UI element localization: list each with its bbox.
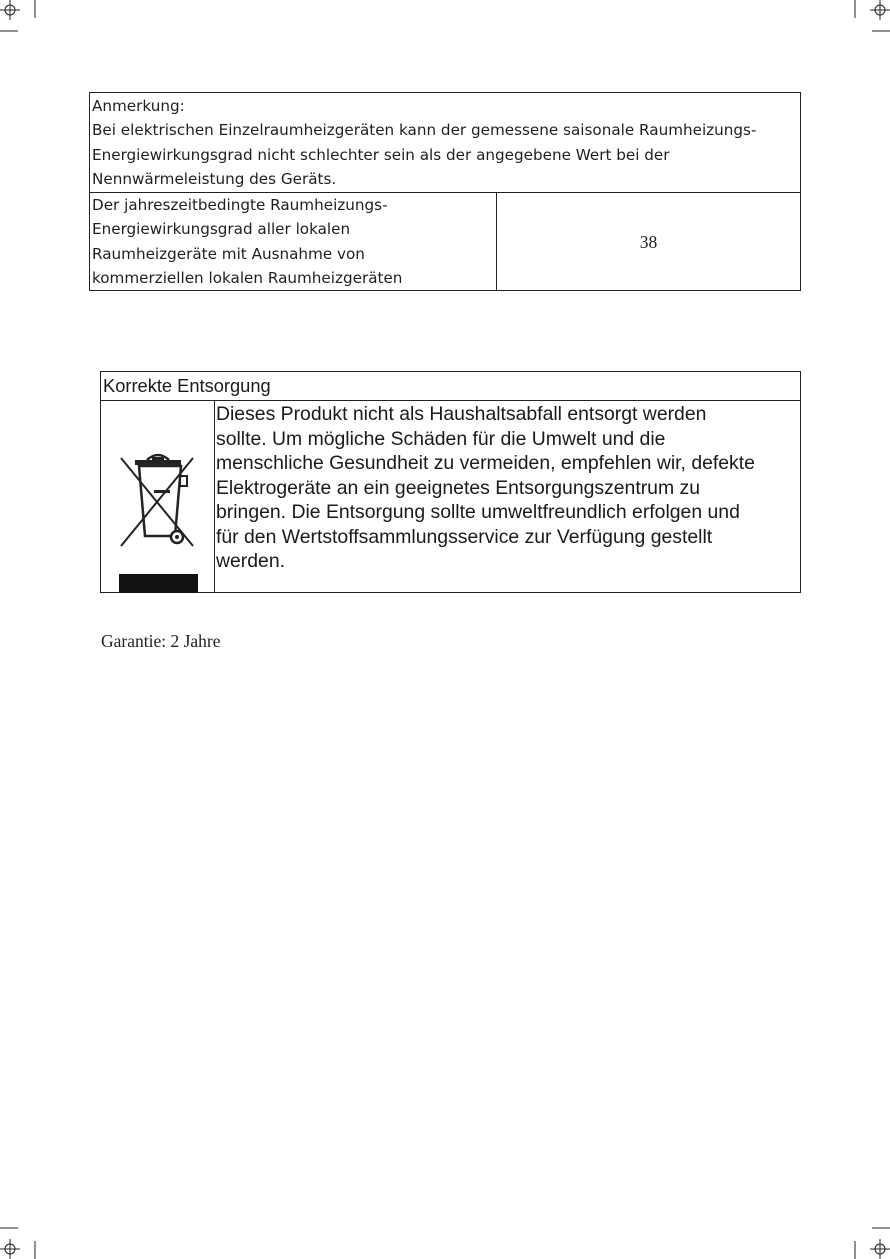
crop-mark-icon: [30, 1231, 58, 1259]
disposal-icon-cell: [101, 401, 215, 593]
disposal-text-line: bringen. Die Entsorgung sollte umweltfreundlich erfolgen und: [216, 501, 740, 523]
crop-mark-icon: [862, 1231, 890, 1259]
disposal-text: [215, 401, 801, 593]
crop-mark-icon: [30, 0, 58, 28]
crop-mark-icon: [862, 26, 890, 54]
crop-mark-icon: [0, 1205, 28, 1233]
disposal-table: [100, 371, 801, 593]
note-line: Energiewirkungsgrad nicht schlechter sein als der angegebene Wert bei der: [92, 145, 670, 164]
disposal-text-line: sollte. Um mögliche Schäden für die Umwelt und die: [216, 427, 666, 450]
crop-mark-icon: [832, 1231, 860, 1259]
note-cell: [90, 93, 801, 193]
note-line: Anmerkung:: [92, 97, 185, 115]
efficiency-note-table: [89, 92, 801, 291]
warranty-text: Garantie: 2 Jahre: [101, 631, 221, 651]
disposal-text-line: für den Wertstoffsammlungsservice zur Verfügung gestellt: [216, 525, 713, 548]
crop-mark-icon: [0, 0, 28, 28]
crop-mark-icon: [862, 0, 890, 28]
disposal-text-line: werden.: [216, 550, 285, 572]
disposal-text-line: Elektrogeräte an ein geeignetes Entsorgungszentrum zu: [216, 476, 700, 499]
efficiency-label-line: Raumheizgeräte mit Ausnahme von: [92, 244, 365, 263]
disposal-title: Korrekte Entsorgung: [101, 372, 801, 401]
disposal-text-line: Dieses Produkt nicht als Haushaltsabfall entsorgt werden: [216, 403, 707, 425]
crop-mark-icon: [0, 1231, 28, 1259]
efficiency-label-cell: [90, 193, 497, 291]
efficiency-value: 38: [497, 193, 801, 291]
crop-mark-icon: [0, 26, 28, 54]
efficiency-label-line: Der jahreszeitbedingte Raumheizungs-: [92, 196, 388, 215]
efficiency-label-line: kommerziellen lokalen Raumheizgeräten: [92, 269, 403, 288]
crop-mark-icon: [832, 0, 860, 28]
note-line: Bei elektrischen Einzelraumheizgeräten kann der gemessene saisonale Raumheizungs-: [92, 121, 757, 140]
disposal-text-line: menschliche Gesundheit zu vermeiden, empfehlen wir, defekte: [216, 452, 755, 474]
efficiency-label-line: Energiewirkungsgrad aller lokalen: [92, 220, 351, 239]
crop-mark-icon: [862, 1205, 890, 1233]
note-line: Nennwärmeleistung des Geräts.: [92, 169, 337, 188]
crossed-out-wheelie-bin-icon: [111, 424, 201, 574]
disposal-bar: [119, 574, 198, 593]
